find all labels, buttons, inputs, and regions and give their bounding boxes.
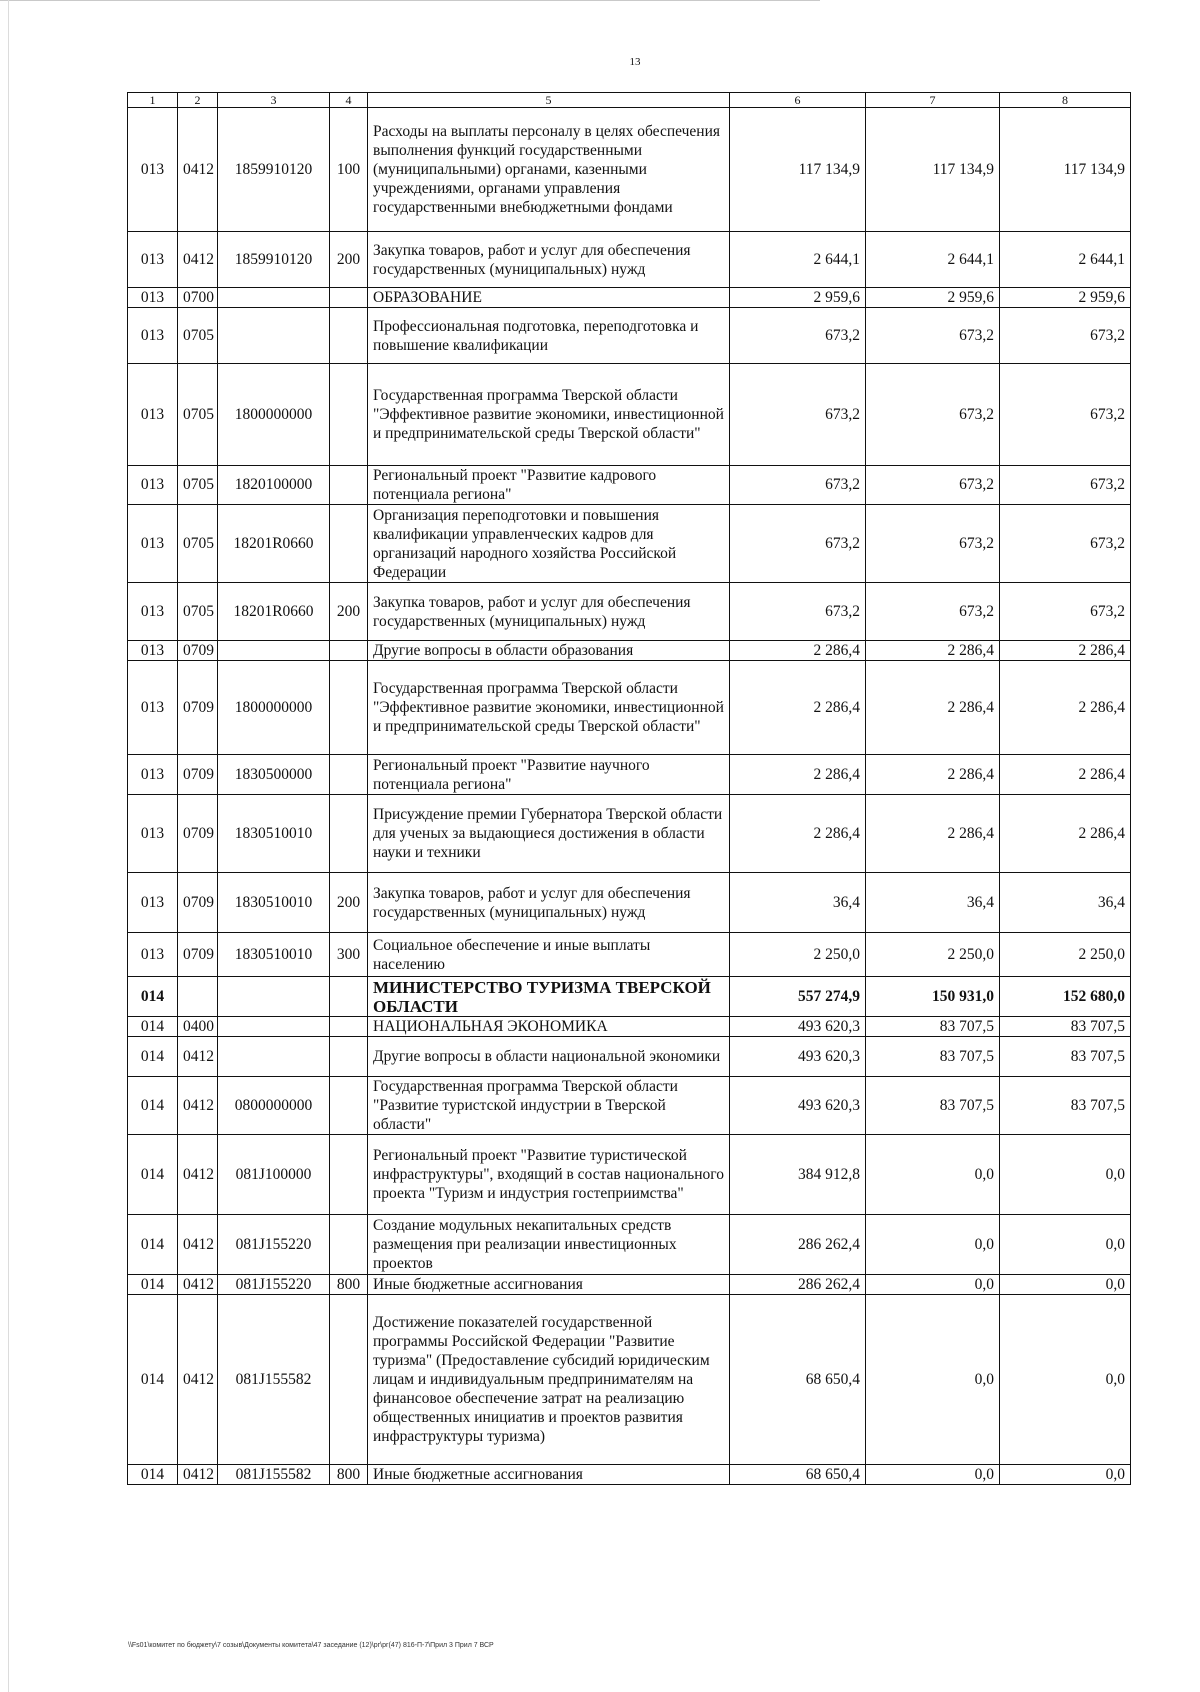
table-row — [128, 308, 1131, 364]
target-article-cell: 1859910120 — [218, 108, 330, 232]
ministry-code-cell: 013 — [128, 505, 178, 583]
table-row — [128, 466, 1131, 505]
expense-type-cell — [330, 977, 368, 1017]
amount-col-8-cell: 2 644,1 — [1000, 232, 1131, 288]
target-article-cell: 18201R0660 — [218, 583, 330, 641]
section-code-cell: 0709 — [178, 933, 218, 977]
amount-col-8-cell: 83 707,5 — [1000, 1037, 1131, 1077]
table-row — [128, 583, 1131, 641]
column-number-row — [128, 93, 1131, 108]
target-article-cell: 1820100000 — [218, 466, 330, 505]
target-article-cell: 1800000000 — [218, 364, 330, 466]
col-header-6: 6 — [730, 93, 866, 108]
col-header-1: 1 — [128, 93, 178, 108]
section-code-cell: 0700 — [178, 288, 218, 308]
amount-col-6-cell: 2 644,1 — [730, 232, 866, 288]
amount-col-7-cell: 0,0 — [866, 1275, 1000, 1295]
amount-col-7-cell: 36,4 — [866, 873, 1000, 933]
target-article-cell: 1830510010 — [218, 873, 330, 933]
target-article-cell: 081J155220 — [218, 1215, 330, 1275]
table-row — [128, 505, 1131, 583]
amount-col-7-cell: 0,0 — [866, 1135, 1000, 1215]
amount-col-7-cell: 2 644,1 — [866, 232, 1000, 288]
section-code-cell: 0412 — [178, 1295, 218, 1465]
section-code-cell: 0412 — [178, 108, 218, 232]
amount-col-6-cell: 673,2 — [730, 583, 866, 641]
ministry-code-cell: 013 — [128, 873, 178, 933]
ministry-code-cell: 014 — [128, 1275, 178, 1295]
description-cell: Закупка товаров, работ и услуг для обеспечения государственных (муниципальных) нужд — [368, 583, 730, 641]
amount-col-8-cell: 83 707,5 — [1000, 1017, 1131, 1037]
amount-col-7-cell: 83 707,5 — [866, 1037, 1000, 1077]
description-cell: Государственная программа Тверской области "Эффективное развитие экономики, инвестиционной и предпринимательской среды Тверской области" — [368, 364, 730, 466]
target-article-cell: 18201R0660 — [218, 505, 330, 583]
section-code-cell: 0709 — [178, 755, 218, 795]
ministry-code-cell: 013 — [128, 795, 178, 873]
target-article-cell: 1830510010 — [218, 795, 330, 873]
amount-col-8-cell: 673,2 — [1000, 466, 1131, 505]
ministry-code-cell: 013 — [128, 583, 178, 641]
amount-col-6-cell: 68 650,4 — [730, 1295, 866, 1465]
description-cell: Государственная программа Тверской области "Эффективное развитие экономики, инвестиционной и предпринимательской среды Тверской области" — [368, 661, 730, 755]
description-cell: Организация переподготовки и повышения квалификации управленческих кадров для организаций народного хозяйства Российской Федерации — [368, 505, 730, 583]
expense-type-cell: 800 — [330, 1465, 368, 1485]
target-article-cell: 0800000000 — [218, 1077, 330, 1135]
description-cell: Профессиональная подготовка, переподготовка и повышение квалификации — [368, 308, 730, 364]
target-article-cell: 081J155582 — [218, 1465, 330, 1485]
amount-col-8-cell: 0,0 — [1000, 1275, 1131, 1295]
amount-col-6-cell: 286 262,4 — [730, 1215, 866, 1275]
description-cell: Иные бюджетные ассигнования — [368, 1275, 730, 1295]
ministry-code-cell: 013 — [128, 466, 178, 505]
section-code-cell: 0412 — [178, 1465, 218, 1485]
amount-col-8-cell: 673,2 — [1000, 364, 1131, 466]
ministry-code-cell: 014 — [128, 1037, 178, 1077]
amount-col-7-cell: 2 286,4 — [866, 795, 1000, 873]
col-header-7: 7 — [866, 93, 1000, 108]
table-row — [128, 755, 1131, 795]
table-row — [128, 1295, 1131, 1465]
ministry-code-cell: 013 — [128, 641, 178, 661]
description-cell: Расходы на выплаты персоналу в целях обеспечения выполнения функций государственными (муниципальными) органами, казенными учреждениями, органами управления государственными внебюджетными фондами — [368, 108, 730, 232]
amount-col-6-cell: 673,2 — [730, 308, 866, 364]
target-article-cell: 1859910120 — [218, 232, 330, 288]
amount-col-8-cell: 117 134,9 — [1000, 108, 1131, 232]
amount-col-8-cell: 36,4 — [1000, 873, 1131, 933]
amount-col-7-cell: 150 931,0 — [866, 977, 1000, 1017]
section-code-cell: 0709 — [178, 661, 218, 755]
amount-col-8-cell: 2 286,4 — [1000, 795, 1131, 873]
amount-col-7-cell: 2 286,4 — [866, 755, 1000, 795]
table-row — [128, 873, 1131, 933]
amount-col-8-cell: 673,2 — [1000, 308, 1131, 364]
amount-col-7-cell: 2 286,4 — [866, 641, 1000, 661]
description-cell: Присуждение премии Губернатора Тверской области для ученых за выдающиеся достижения в области науки и техники — [368, 795, 730, 873]
amount-col-8-cell: 2 286,4 — [1000, 641, 1131, 661]
target-article-cell: 081J155220 — [218, 1275, 330, 1295]
table-row — [128, 933, 1131, 977]
section-code-cell: 0705 — [178, 308, 218, 364]
section-code-cell: 0709 — [178, 873, 218, 933]
amount-col-7-cell: 673,2 — [866, 364, 1000, 466]
col-header-5: 5 — [368, 93, 730, 108]
target-article-cell — [218, 308, 330, 364]
expense-type-cell — [330, 755, 368, 795]
amount-col-7-cell: 673,2 — [866, 466, 1000, 505]
expense-type-cell — [330, 1017, 368, 1037]
expense-type-cell: 300 — [330, 933, 368, 977]
amount-col-8-cell: 2 250,0 — [1000, 933, 1131, 977]
footer-file-path: \\Fs01\комитет по бюджету\7 созыв\Документы комитета\47 заседание (12)\рг\рг(47) 816-П-7\Прил 3 Прил 7 ВСР — [128, 1642, 494, 1649]
amount-col-7-cell: 2 250,0 — [866, 933, 1000, 977]
amount-col-6-cell: 2 286,4 — [730, 755, 866, 795]
expense-type-cell — [330, 466, 368, 505]
expense-type-cell: 800 — [330, 1275, 368, 1295]
target-article-cell — [218, 641, 330, 661]
section-code-cell: 0400 — [178, 1017, 218, 1037]
page-number: 13 — [629, 56, 641, 68]
col-header-4: 4 — [330, 93, 368, 108]
description-cell: Другие вопросы в области национальной экономики — [368, 1037, 730, 1077]
section-code-cell: 0705 — [178, 364, 218, 466]
amount-col-6-cell: 493 620,3 — [730, 1077, 866, 1135]
col-header-3: 3 — [218, 93, 330, 108]
amount-col-8-cell: 0,0 — [1000, 1465, 1131, 1485]
description-cell: Региональный проект "Развитие кадрового потенциала региона" — [368, 466, 730, 505]
expense-type-cell — [330, 1037, 368, 1077]
target-article-cell: 1800000000 — [218, 661, 330, 755]
expense-type-cell: 200 — [330, 583, 368, 641]
amount-col-7-cell: 0,0 — [866, 1215, 1000, 1275]
section-code-cell: 0705 — [178, 505, 218, 583]
section-code-cell: 0705 — [178, 466, 218, 505]
ministry-code-cell: 013 — [128, 933, 178, 977]
ministry-code-cell: 014 — [128, 1465, 178, 1485]
amount-col-6-cell: 2 286,4 — [730, 795, 866, 873]
target-article-cell — [218, 1037, 330, 1077]
amount-col-6-cell: 673,2 — [730, 505, 866, 583]
target-article-cell — [218, 1017, 330, 1037]
amount-col-6-cell: 36,4 — [730, 873, 866, 933]
table-row — [128, 364, 1131, 466]
section-code-cell — [178, 977, 218, 1017]
table-row — [128, 232, 1131, 288]
amount-col-7-cell: 83 707,5 — [866, 1077, 1000, 1135]
ministry-code-cell: 013 — [128, 308, 178, 364]
table-row — [128, 108, 1131, 232]
ministry-code-cell: 014 — [128, 1295, 178, 1465]
section-code-cell: 0412 — [178, 1135, 218, 1215]
description-cell: Социальное обеспечение и иные выплаты населению — [368, 933, 730, 977]
amount-col-6-cell: 2 286,4 — [730, 641, 866, 661]
description-cell: ОБРАЗОВАНИЕ — [368, 288, 730, 308]
amount-col-6-cell: 384 912,8 — [730, 1135, 866, 1215]
amount-col-7-cell: 673,2 — [866, 505, 1000, 583]
table-row — [128, 977, 1131, 1017]
description-cell: Иные бюджетные ассигнования — [368, 1465, 730, 1485]
amount-col-6-cell: 557 274,9 — [730, 977, 866, 1017]
description-cell: Другие вопросы в области образования — [368, 641, 730, 661]
table-body — [128, 108, 1131, 1485]
table-row — [128, 1017, 1131, 1037]
target-article-cell — [218, 977, 330, 1017]
amount-col-7-cell: 2 286,4 — [866, 661, 1000, 755]
amount-col-6-cell: 2 959,6 — [730, 288, 866, 308]
col-header-2: 2 — [178, 93, 218, 108]
description-cell: МИНИСТЕРСТВО ТУРИЗМА ТВЕРСКОЙ ОБЛАСТИ — [368, 977, 730, 1017]
target-article-cell: 081J155582 — [218, 1295, 330, 1465]
description-cell: Региональный проект "Развитие туристической инфраструктуры", входящий в состав национального проекта "Туризм и индустрия гостеприимства" — [368, 1135, 730, 1215]
amount-col-7-cell: 0,0 — [866, 1295, 1000, 1465]
section-code-cell: 0412 — [178, 1037, 218, 1077]
table-row — [128, 1465, 1131, 1485]
ministry-code-cell: 014 — [128, 1135, 178, 1215]
amount-col-7-cell: 673,2 — [866, 583, 1000, 641]
description-cell: Государственная программа Тверской области "Развитие туристской индустрии в Тверской области" — [368, 1077, 730, 1135]
ministry-code-cell: 014 — [128, 1077, 178, 1135]
expense-type-cell — [330, 364, 368, 466]
expense-type-cell: 200 — [330, 232, 368, 288]
amount-col-8-cell: 673,2 — [1000, 505, 1131, 583]
description-cell: Закупка товаров, работ и услуг для обеспечения государственных (муниципальных) нужд — [368, 873, 730, 933]
target-article-cell: 1830510010 — [218, 933, 330, 977]
section-code-cell: 0412 — [178, 1215, 218, 1275]
section-code-cell: 0709 — [178, 795, 218, 873]
amount-col-6-cell: 493 620,3 — [730, 1017, 866, 1037]
ministry-code-cell: 013 — [128, 232, 178, 288]
amount-col-8-cell: 152 680,0 — [1000, 977, 1131, 1017]
budget-table — [127, 92, 1131, 1485]
description-cell: Региональный проект "Развитие научного потенциала региона" — [368, 755, 730, 795]
ministry-code-cell: 013 — [128, 755, 178, 795]
table-row — [128, 1215, 1131, 1275]
target-article-cell: 1830500000 — [218, 755, 330, 795]
table-row — [128, 288, 1131, 308]
amount-col-6-cell: 673,2 — [730, 364, 866, 466]
amount-col-6-cell: 2 286,4 — [730, 661, 866, 755]
expense-type-cell — [330, 1295, 368, 1465]
description-cell: НАЦИОНАЛЬНАЯ ЭКОНОМИКА — [368, 1017, 730, 1037]
amount-col-8-cell: 2 286,4 — [1000, 661, 1131, 755]
amount-col-8-cell: 0,0 — [1000, 1215, 1131, 1275]
amount-col-6-cell: 673,2 — [730, 466, 866, 505]
table-row — [128, 1135, 1131, 1215]
expense-type-cell — [330, 288, 368, 308]
table-row — [128, 1275, 1131, 1295]
amount-col-8-cell: 0,0 — [1000, 1295, 1131, 1465]
amount-col-7-cell: 83 707,5 — [866, 1017, 1000, 1037]
ministry-code-cell: 013 — [128, 108, 178, 232]
amount-col-8-cell: 83 707,5 — [1000, 1077, 1131, 1135]
amount-col-6-cell: 68 650,4 — [730, 1465, 866, 1485]
ministry-code-cell: 013 — [128, 661, 178, 755]
section-code-cell: 0412 — [178, 1275, 218, 1295]
section-code-cell: 0412 — [178, 1077, 218, 1135]
table-header — [128, 93, 1131, 108]
expense-type-cell — [330, 308, 368, 364]
expense-type-cell — [330, 1135, 368, 1215]
target-article-cell: 081J100000 — [218, 1135, 330, 1215]
amount-col-6-cell: 2 250,0 — [730, 933, 866, 977]
description-cell: Достижение показателей государственной программы Российской Федерации "Развитие туризма" (Предоставление субсидий юридическим лицам и индивидуальным предпринимателям на финансовое обеспечение затрат на реализацию общественных инициатив и проектов развития инфраструктуры туризма) — [368, 1295, 730, 1465]
amount-col-6-cell: 117 134,9 — [730, 108, 866, 232]
amount-col-8-cell: 673,2 — [1000, 583, 1131, 641]
ministry-code-cell: 014 — [128, 1215, 178, 1275]
target-article-cell — [218, 288, 330, 308]
amount-col-6-cell: 286 262,4 — [730, 1275, 866, 1295]
amount-col-7-cell: 673,2 — [866, 308, 1000, 364]
expense-type-cell — [330, 505, 368, 583]
description-cell: Закупка товаров, работ и услуг для обеспечения государственных (муниципальных) нужд — [368, 232, 730, 288]
table-row — [128, 1077, 1131, 1135]
expense-type-cell — [330, 795, 368, 873]
expense-type-cell: 200 — [330, 873, 368, 933]
table-row — [128, 641, 1131, 661]
section-code-cell: 0705 — [178, 583, 218, 641]
ministry-code-cell: 014 — [128, 1017, 178, 1037]
expense-type-cell — [330, 641, 368, 661]
expense-type-cell — [330, 1215, 368, 1275]
ministry-code-cell: 013 — [128, 288, 178, 308]
section-code-cell: 0412 — [178, 232, 218, 288]
ministry-code-cell: 013 — [128, 364, 178, 466]
amount-col-8-cell: 0,0 — [1000, 1135, 1131, 1215]
amount-col-7-cell: 117 134,9 — [866, 108, 1000, 232]
table-row — [128, 795, 1131, 873]
section-code-cell: 0709 — [178, 641, 218, 661]
table-row — [128, 1037, 1131, 1077]
expense-type-cell — [330, 661, 368, 755]
table-row — [128, 661, 1131, 755]
description-cell: Создание модульных некапитальных средств размещения при реализации инвестиционных проектов — [368, 1215, 730, 1275]
expense-type-cell — [330, 1077, 368, 1135]
col-header-8: 8 — [1000, 93, 1131, 108]
amount-col-6-cell: 493 620,3 — [730, 1037, 866, 1077]
expense-type-cell: 100 — [330, 108, 368, 232]
scan-border-top — [0, 0, 820, 1]
ministry-code-cell: 014 — [128, 977, 178, 1017]
scan-border-left — [8, 0, 9, 1692]
amount-col-8-cell: 2 959,6 — [1000, 288, 1131, 308]
amount-col-8-cell: 2 286,4 — [1000, 755, 1131, 795]
amount-col-7-cell: 2 959,6 — [866, 288, 1000, 308]
amount-col-7-cell: 0,0 — [866, 1465, 1000, 1485]
